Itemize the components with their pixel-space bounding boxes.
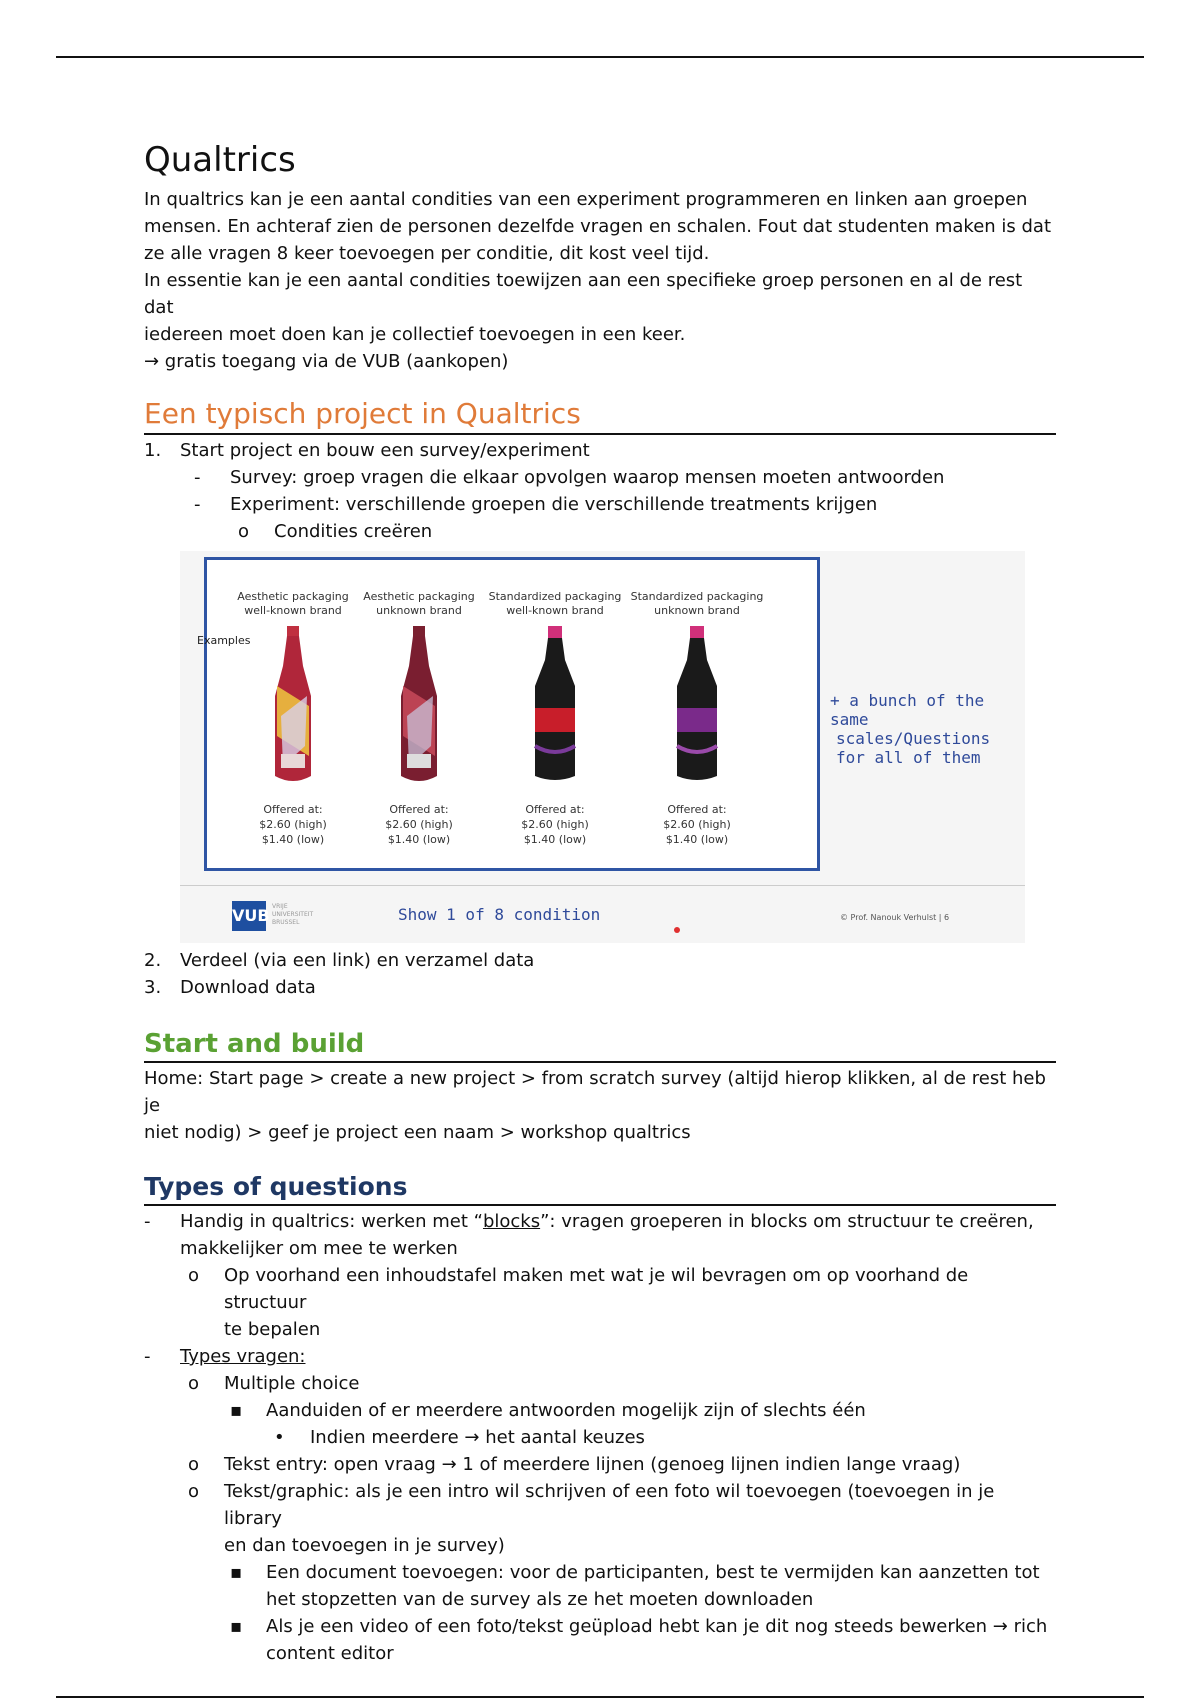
list-item xyxy=(144,1451,1056,1478)
figure-copyright: © Prof. Nanouk Verhulst | 6 xyxy=(840,913,950,922)
aesthetic-bottle-image xyxy=(267,626,319,786)
condition-head: well-known brand xyxy=(506,604,604,617)
square-bullet: ▪ xyxy=(230,1400,243,1421)
offer-price-high: $2.60 (high) xyxy=(259,818,327,831)
list-item-text: Multiple choice xyxy=(224,1373,360,1394)
aesthetic-bottle-image xyxy=(393,626,445,786)
figure-note-line: + a bunch of the same xyxy=(830,691,985,729)
condition-head: Standardized packaging xyxy=(630,590,764,603)
condition-column xyxy=(627,590,767,847)
list-item xyxy=(144,1343,1056,1370)
list-item xyxy=(144,1397,1056,1424)
footer-rule xyxy=(56,1696,1144,1698)
list-item-continuation: het stopzetten van de survey als ze het moeten downloaden xyxy=(266,1589,814,1610)
list-item-text: Als je een video of een foto/tekst geüpload hebt kan je dit nog steeds bewerken → rich xyxy=(266,1616,1048,1637)
heading-rule xyxy=(144,1061,1056,1063)
list-number: 3. xyxy=(144,977,162,998)
figure-note-line: scales/Questions xyxy=(836,729,991,748)
offer-price-low: $1.40 (low) xyxy=(387,833,451,846)
pointer-dot xyxy=(674,927,680,933)
show-condition-text: Show 1 of 8 condition xyxy=(398,905,601,924)
offer-price-high: $2.60 (high) xyxy=(385,818,453,831)
list-item-text: Start project en bouw een survey/experiment xyxy=(180,440,590,461)
circle-bullet: o xyxy=(188,1265,200,1286)
list-item-continuation: content editor xyxy=(266,1643,394,1664)
list-item-text: Tekst entry: open vraag → 1 of meerdere lijnen (genoeg lijnen indien lange vraag) xyxy=(224,1454,961,1475)
intro-line: ze alle vragen 8 keer toevoegen per conditie, dit kost veel tijd. xyxy=(144,243,710,264)
list-item-text: Aanduiden of er meerdere antwoorden mogelijk zijn of slechts één xyxy=(266,1400,866,1421)
condition-head: Aesthetic packaging xyxy=(363,590,475,603)
header-rule xyxy=(56,56,1144,58)
page-title: Qualtrics xyxy=(144,140,296,180)
heading-rule xyxy=(144,1204,1056,1206)
circle-bullet: o xyxy=(238,521,250,542)
figure-note-line: for all of them xyxy=(836,748,981,767)
vub-logo-subtitle xyxy=(272,903,313,927)
condition-head: unknown brand xyxy=(376,604,462,617)
condition-column xyxy=(349,590,489,847)
dash-bullet: - xyxy=(144,1211,151,1232)
dash-bullet: - xyxy=(144,1346,151,1367)
condition-column xyxy=(485,590,625,847)
dash-bullet: - xyxy=(194,467,201,488)
list-item-continuation: makkelijker om mee te werken xyxy=(180,1238,458,1259)
document-body xyxy=(144,140,1056,1667)
dot-bullet: • xyxy=(274,1427,285,1448)
list-item-continuation: te bepalen xyxy=(224,1319,321,1340)
list-item xyxy=(144,1424,1056,1451)
offer-label: Offered at: xyxy=(667,803,727,816)
body-line: Home: Start page > create a new project > from scratch survey (altijd hierop klikken, al de rest heb je xyxy=(144,1068,1046,1116)
list-item xyxy=(144,1559,1056,1586)
intro-line: In essentie kan je een aantal condities toewijzen aan een specifieke groep personen en al de rest dat xyxy=(144,270,1023,318)
list-item-text: Indien meerdere → het aantal keuzes xyxy=(310,1427,645,1448)
list-item xyxy=(144,947,1056,974)
condition-head: Aesthetic packaging xyxy=(237,590,349,603)
offer-label: Offered at: xyxy=(263,803,323,816)
list-item-text: Op voorhand een inhoudstafel maken met wat je wil bevragen om op voorhand de structuur xyxy=(224,1265,969,1313)
list-number: 1. xyxy=(144,440,162,461)
circle-bullet: o xyxy=(188,1454,200,1475)
examples-label: Examples xyxy=(197,634,251,647)
offer-price-low: $1.40 (low) xyxy=(523,833,587,846)
section-heading-types: Types of questions xyxy=(144,1172,408,1201)
offer-price-low: $1.40 (low) xyxy=(665,833,729,846)
list-item xyxy=(144,1208,1056,1235)
intro-line: In qualtrics kan je een aantal condities van een experiment programmeren en linken aan groepen xyxy=(144,189,1028,210)
vub-logo: VUB xyxy=(232,901,266,931)
list-item-text: Experiment: verschillende groepen die verschillende treatments krijgen xyxy=(230,494,878,515)
list-number: 2. xyxy=(144,950,162,971)
vub-logo-line: VRIJE xyxy=(272,903,288,910)
conditions-frame xyxy=(197,557,820,871)
list-item xyxy=(144,1613,1056,1640)
list-item xyxy=(144,491,1056,518)
square-bullet: ▪ xyxy=(230,1616,243,1637)
list-item-text: Survey: groep vragen die elkaar opvolgen waarop mensen moeten antwoorden xyxy=(230,467,945,488)
list-item-text: Een document toevoegen: voor de participanten, best te vermijden kan aanzetten tot xyxy=(266,1562,1040,1583)
intro-line: iedereen moet doen kan je collectief toevoegen in een keer. xyxy=(144,324,686,345)
list-item-text: Verdeel (via een link) en verzamel data xyxy=(180,950,535,971)
condition-head: Standardized packaging xyxy=(488,590,622,603)
vub-logo-line: BRUSSEL xyxy=(272,919,300,926)
dash-bullet: - xyxy=(194,494,201,515)
list-item-text: Handig in qualtrics: werken met “ xyxy=(180,1211,483,1232)
list-item xyxy=(144,1262,1056,1316)
offer-label: Offered at: xyxy=(525,803,585,816)
offer-label: Offered at: xyxy=(389,803,449,816)
list-item xyxy=(144,1478,1056,1532)
standard-bottle-image xyxy=(529,626,581,786)
circle-bullet: o xyxy=(188,1481,200,1502)
conditions-figure xyxy=(180,551,1025,943)
list-item-text: Tekst/graphic: als je een intro wil schrijven of een foto wil toevoegen (toevoegen in je library xyxy=(224,1481,995,1529)
list-item-text: ”: vragen groeperen in blocks om structuur te creëren, xyxy=(540,1211,1034,1232)
section-heading-start-build: Start and build xyxy=(144,1029,365,1059)
intro-line: → gratis toegang via de VUB (aankopen) xyxy=(144,351,509,372)
condition-head: well-known brand xyxy=(244,604,342,617)
list-item xyxy=(144,1370,1056,1397)
list-item-text: Download data xyxy=(180,977,316,998)
standard-bottle-image xyxy=(671,626,723,786)
condition-column xyxy=(223,590,363,847)
list-item-text: Condities creëren xyxy=(274,521,433,542)
list-item-continuation: en dan toevoegen in je survey) xyxy=(224,1535,505,1556)
list-item xyxy=(144,437,1056,464)
blocks-term: blocks xyxy=(482,1211,541,1232)
square-bullet: ▪ xyxy=(230,1562,243,1583)
figure-note xyxy=(830,691,1025,767)
figure-footer-rule xyxy=(180,885,1025,886)
intro-line: mensen. En achteraf zien de personen dezelfde vragen en schalen. Fout dat studenten maken is dat xyxy=(144,216,1052,237)
section-heading-typical-project: Een typisch project in Qualtrics xyxy=(144,397,581,430)
list-item xyxy=(144,464,1056,491)
offer-price-low: $1.40 (low) xyxy=(261,833,325,846)
list-item xyxy=(144,974,1056,1001)
circle-bullet: o xyxy=(188,1373,200,1394)
list-item xyxy=(144,518,1056,545)
condition-head: unknown brand xyxy=(654,604,740,617)
offer-price-high: $2.60 (high) xyxy=(663,818,731,831)
heading-rule xyxy=(144,433,1056,435)
offer-price-high: $2.60 (high) xyxy=(521,818,589,831)
list-item-text: Types vragen: xyxy=(180,1346,306,1367)
body-line: niet nodig) > geef je project een naam > workshop qualtrics xyxy=(144,1122,691,1143)
vub-logo-line: UNIVERSITEIT xyxy=(272,911,314,918)
